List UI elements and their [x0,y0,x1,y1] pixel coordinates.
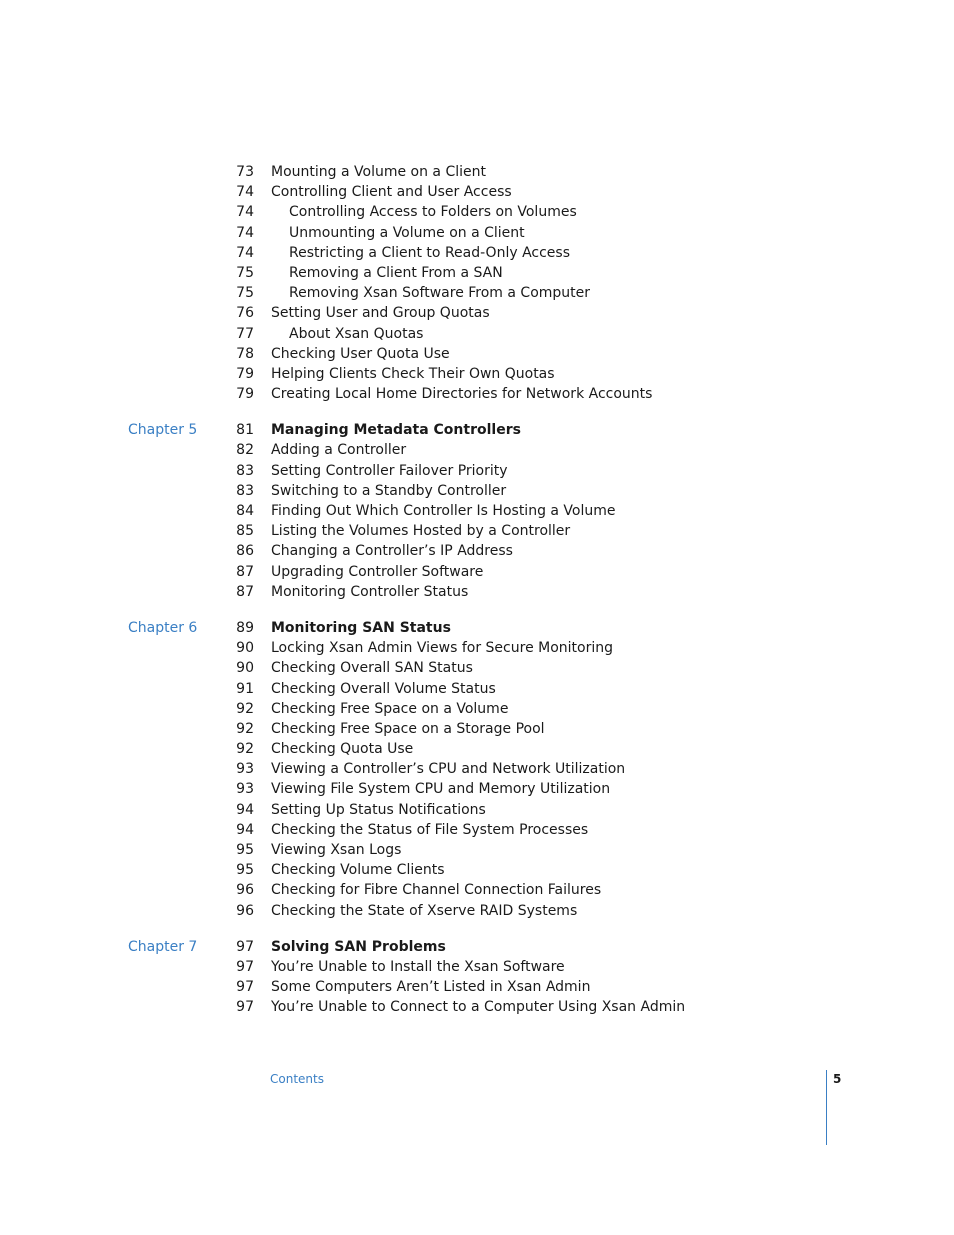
toc-entry[interactable] [0,739,954,759]
toc-entry-title: Removing Xsan Software From a Computer [289,285,591,302]
toc-page-number: 83 [236,462,254,479]
table-of-contents [0,162,954,1034]
toc-entry[interactable] [0,461,954,481]
toc-entry-title: Controlling Client and User Access [271,184,512,201]
toc-entry-title: Managing Metadata Controllers [271,422,521,439]
toc-entry-title: Mounting a Volume on a Client [271,164,486,180]
toc-entry[interactable] [0,997,954,1017]
toc-entry[interactable] [0,719,954,739]
toc-entry-title: You’re Unable to Install the Xsan Software [271,958,565,975]
toc-entry-title: About Xsan Quotas [289,325,424,342]
toc-entry-title: Checking Quota Use [271,741,414,758]
toc-page-number: 94 [236,801,254,818]
toc-page-number: 90 [236,640,254,657]
toc-entry-title: Some Computers Aren’t Listed in Xsan Admin [271,979,591,996]
toc-page-number: 92 [236,741,254,758]
toc-page-number: 86 [236,543,254,560]
toc-page-number: 96 [236,882,254,899]
toc-entry[interactable] [0,364,954,384]
toc-entry-title: Viewing Xsan Logs [271,842,402,858]
toc-chapter-group [0,420,954,602]
toc-entry-title: Viewing File System CPU and Memory Utilization [271,781,611,798]
toc-entry-title: You’re Unable to Connect to a Computer Using Xsan Admin [271,999,686,1016]
toc-entry-title: Switching to a Standby Controller [271,482,507,499]
toc-entry-title: Adding a Controller [271,442,407,459]
toc-page-number: 79 [236,386,254,403]
toc-entry-title: Checking the State of Xserve RAID Systems [271,902,578,919]
toc-entry[interactable] [0,759,954,779]
toc-entry-title: Monitoring SAN Status [271,619,451,636]
toc-entry-title: Finding Out Which Controller Is Hosting a Volume [271,503,616,519]
toc-page-number: 73 [236,164,254,180]
toc-entry[interactable] [0,699,954,719]
toc-page-number: 76 [236,305,254,322]
toc-page-number: 97 [236,999,254,1016]
chapter-label[interactable]: Chapter 6 [128,619,198,636]
toc-entry[interactable] [0,243,954,263]
toc-page-number: 83 [236,482,254,499]
toc-entry-title: Solving SAN Problems [271,938,446,955]
toc-entry-title: Checking User Quota Use [271,345,450,362]
toc-entry-title: Controlling Access to Folders on Volumes [289,204,577,221]
toc-entry[interactable] [0,182,954,202]
toc-page-number: 93 [236,761,254,778]
toc-entry-title: Setting Up Status Notifications [271,801,486,818]
toc-entry-title: Unmounting a Volume on a Client [289,224,525,241]
toc-entry-title: Checking the Status of File System Processes [271,821,589,838]
toc-chapter-group [0,937,954,1018]
toc-chapter-title-row[interactable] [0,420,954,440]
toc-entry[interactable] [0,501,954,521]
page-number: 5 [833,1072,842,1086]
toc-entry[interactable] [0,344,954,364]
toc-page-number: 74 [236,184,254,201]
toc-page-number: 87 [236,563,254,580]
toc-entry[interactable] [0,283,954,303]
toc-page-number: 91 [236,680,254,697]
toc-entry[interactable] [0,679,954,699]
toc-entry-title: Removing a Client From a SAN [289,264,503,281]
toc-entry-title: Changing a Controller’s IP Address [271,543,513,560]
toc-chapter-group [0,162,954,404]
toc-page-number: 85 [236,523,254,540]
toc-entry[interactable] [0,303,954,323]
chapter-label[interactable]: Chapter 5 [128,422,198,439]
toc-page-number: 95 [236,842,254,858]
toc-entry[interactable] [0,562,954,582]
toc-chapter-title-row[interactable] [0,937,954,957]
toc-page-number: 90 [236,660,254,677]
toc-chapter-group [0,618,954,921]
toc-page-number: 78 [236,345,254,362]
toc-entry-title: Checking Volume Clients [271,862,445,879]
toc-entry-title: Monitoring Controller Status [271,583,469,600]
chapter-label[interactable]: Chapter 7 [128,938,198,955]
toc-entry[interactable] [0,800,954,820]
toc-page-number: 81 [236,422,254,439]
toc-page-number: 97 [236,958,254,975]
toc-page-number: 74 [236,224,254,241]
toc-page-number: 87 [236,583,254,600]
toc-entry[interactable] [0,521,954,541]
toc-entry-title: Checking Overall SAN Status [271,660,473,677]
toc-page-number: 92 [236,720,254,737]
toc-page-number: 77 [236,325,254,342]
toc-entry[interactable] [0,880,954,900]
toc-entry-title: Helping Clients Check Their Own Quotas [271,365,555,382]
footer-section-label: Contents [270,1072,324,1086]
toc-chapter-title-row[interactable] [0,618,954,638]
toc-entry[interactable] [0,263,954,283]
toc-page-number: 84 [236,503,254,519]
toc-entry[interactable] [0,901,954,921]
toc-page-number: 75 [236,285,254,302]
toc-entry[interactable] [0,977,954,997]
toc-page-number: 93 [236,781,254,798]
toc-page-number: 75 [236,264,254,281]
toc-page-number: 97 [236,938,254,955]
toc-page-number: 74 [236,244,254,261]
toc-page-number: 82 [236,442,254,459]
toc-entry[interactable] [0,481,954,501]
toc-entry-title: Checking Overall Volume Status [271,680,496,697]
toc-entry[interactable] [0,541,954,561]
toc-entry[interactable] [0,162,954,182]
toc-entry-title: Checking Free Space on a Storage Pool [271,720,545,737]
toc-page-number: 92 [236,700,254,717]
toc-page-number: 95 [236,862,254,879]
toc-entry[interactable] [0,820,954,840]
toc-entry[interactable] [0,582,954,602]
toc-entry[interactable] [0,840,954,860]
toc-entry-title: Creating Local Home Directories for Network Accounts [271,386,653,403]
toc-page-number: 89 [236,619,254,636]
toc-page-number: 79 [236,365,254,382]
toc-entry[interactable] [0,860,954,880]
toc-entry[interactable] [0,384,954,404]
toc-entry[interactable] [0,658,954,678]
toc-entry[interactable] [0,223,954,243]
toc-entry[interactable] [0,324,954,344]
toc-page-number: 96 [236,902,254,919]
toc-page-number: 97 [236,979,254,996]
toc-entry[interactable] [0,440,954,460]
toc-entry[interactable] [0,779,954,799]
toc-entry-title: Restricting a Client to Read-Only Access [289,244,571,261]
toc-entry[interactable] [0,957,954,977]
toc-entry-title: Checking Free Space on a Volume [271,700,509,717]
footer-divider [826,1070,827,1145]
toc-entry-title: Checking for Fibre Channel Connection Failures [271,882,602,899]
toc-entry-title: Setting Controller Failover Priority [271,462,508,479]
toc-entry[interactable] [0,638,954,658]
toc-entry-title: Viewing a Controller’s CPU and Network Utilization [271,761,626,778]
toc-entry-title: Upgrading Controller Software [271,563,484,580]
toc-entry-title: Locking Xsan Admin Views for Secure Monitoring [271,640,613,657]
toc-entry-title: Listing the Volumes Hosted by a Controller [271,523,571,540]
toc-page-number: 94 [236,821,254,838]
toc-page-number: 74 [236,204,254,221]
toc-entry-title: Setting User and Group Quotas [271,305,490,322]
toc-entry[interactable] [0,202,954,222]
